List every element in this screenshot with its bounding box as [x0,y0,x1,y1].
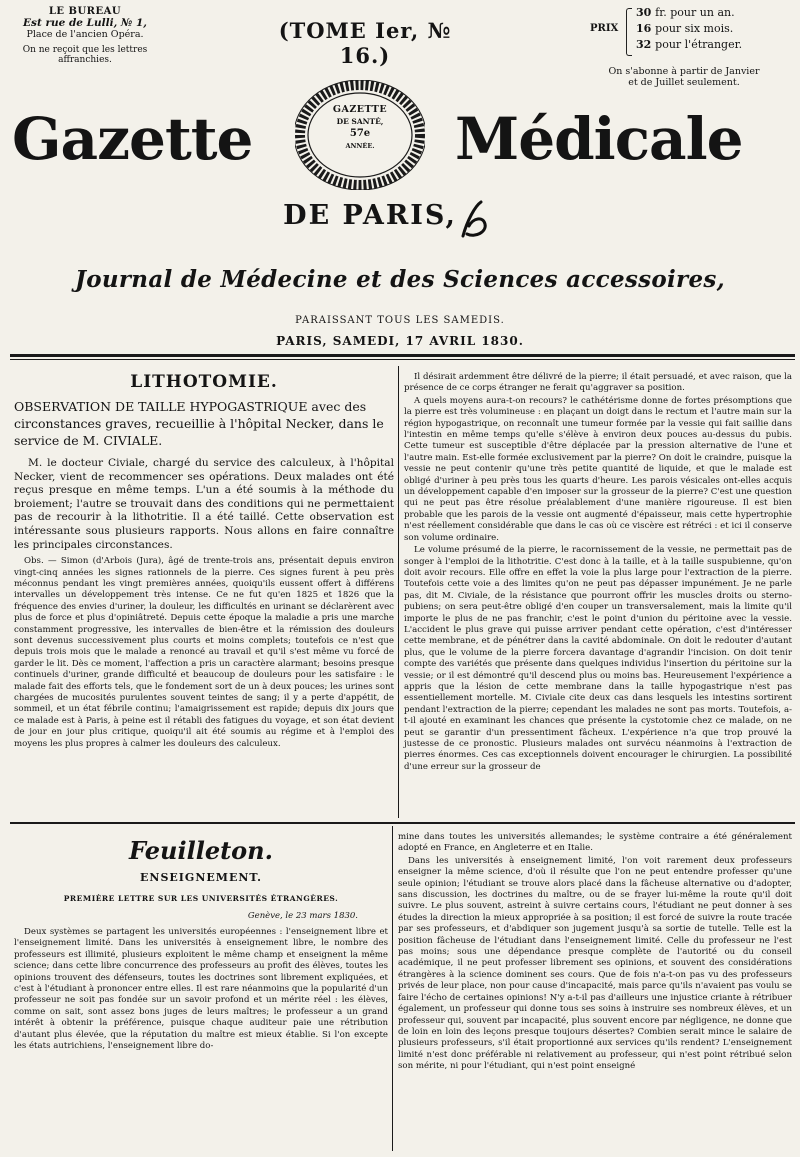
prix-label: PRIX [590,23,619,34]
letter-dateline: Genève, le 23 mars 1830. [247,911,358,921]
date-line: PARIS, SAMEDI, 17 AVRIL 1830. [276,334,524,348]
feuilleton-rule [10,822,795,824]
bureau-block [10,6,160,65]
feuilleton-paragraph: Deux systèmes se partagent les universités européennes : l'enseignement libre et l'enseignement limité. Dans les universités à enseignement libre, le nombre des professeurs est illimité, plusieurs exploitent le même champ et enseignent la même science; dans cette libre concurrence des professeurs au profit des élèves, toutes les opinions trouvent des défenseurs, toutes les doctrines sont librement expliquées, et c'est à l'étudiant à prononcer entre elles. Il est rare néanmoins que la popularité d'un professeur ne soit pas fondée sur un savoir profond et un mérite réel : les élèves, comme on sait, sont assez bons juges de leurs maîtres; le professeur a un grand intérêt à obtenir la préférence, puisque chaque auditeur paie une rétribution d'autant plus élevée, que la réputation du maître est mieux établie. Si l'on excepte les états autrichiens, l'enseignement libre do- [14,927,388,1052]
feuilleton-paragraph: mine dans toutes les universités allemandes; le système contraire a été généralement adopté en France, en Angleterre et en Italie. [398,832,792,854]
bureau-note-2: affranchies. [58,55,112,65]
bureau-note-1: On ne reçoit que les lettres [22,45,148,55]
prix-row: 32 pour l'étranger. [636,38,743,51]
article-right-column [404,372,792,774]
article-paragraph: A quels moyens aura-t-on recours? le cathétérisme donne de fortes présomptions que la pierre est très volumineuse : en plaçant un doigt dans le rectum et l'autre main sur la région hypogastrique, on reconnaît une tumeur formée par la vessie qui fait saillie dans l'intestin en même temps qu'elle s'élève à environ deux pouces au-dessus du pubis. Cette tumeur est susceptible d'être déplacée par la pression alternative de l'une et l'autre main. Est-elle formée exclusivement par la pierre? On doit le craindre, puisque la vessie ne peut contenir qu'une très petite quantité de liquide, et que le malade est obligé d'uriner à peu près tous les quarts d'heure. Les parois vésicales ont-elles acquis un développement capable d'en imposer sur la grosseur de la pierre? C'est une question qui ne peut pas être résolue préalablement d'une manière rigoureuse. Il est bien probable que les parois de la vessie ont augmenté d'épaisseur, mais cette hypertrophie n'est réellement considérable que dans le cas où ce viscère est rétréci : et ici il conserve son volume ordinaire. [404,395,792,543]
subscription-line-1: On s'abonne à partir de Janvier [608,66,760,77]
article-observation: Obs. — Simon (d'Arbois (Jura), âgé de trente-trois ans, présentait depuis environ vingt-cinq années les signes rationnels de la pierre. Ces signes furent à peu près méconnus pendant les vingt premières années, quoiqu'ils eussent offert à différens intervalles un développement très intense. Ce ne fut qu'en 1825 et 1826 que la fréquence des envies d'uriner, la douleur, les difficultés en urinant se déclarèrent avec plus de force et plus d'opiniâtreté. Depuis cette époque la maladie a pris une marche constamment progressive, les intervalles de bien-être et la rémission des douleurs sont devenus successivement plus courts et moins complets; toutefois ce n'est que depuis trois mois que le malade a renoncé au travail et qu'il s'est même vu forcé de garder le lit. Dès ce moment, l'affection a pris un caractère alarmant; besoins presque continuels d'uriner, grande difficulté et beaucoup de douleurs pour les satisfaire : le malade fait des efforts tels, que le fondement sort de un à deux pouces; les urines sont chargées de mucosités purulentes souvent teintes de sang; il y a perte d'appétit, de sommeil, et un état fébrile continu; l'amaigrissement est rapide; depuis dix jours que ce malade est à Paris, à peine est il rétabli des fatigues du voyage, et son état devient de jour en jour plus critique, quoiqu'il ait été soumis au régime et à l'emploi des moyens les plus propres à calmer les douleurs des calculeux. [14,556,394,749]
feuilleton-paragraph: Dans les universités à enseignement limité, l'on voit rarement deux professeurs enseigner la même science, d'où il résulte que l'on ne peut entendre professer qu'une seule opinion; l'étudiant se trouve alors placé dans la fâcheuse alternative ou d'adopter, sans discussion, les doctrines du maître, ou de se frayer lui-même la route qu'il doit suivre. Le plus souvent, astreint à suivre certains cours, l'étudiant ne peut donner à ses études la direction la mieux appropriée à sa position; il est forcé de suivre la route tracée par ses professeurs, et d'abdiquer son jugement jusqu'à sa sortie de tutelle. Telle est la position fâcheuse de l'étudiant dans l'enseignement limité. Celle du professeur ne l'est pas moins; sous une dépendance presque complète de l'autorité ou du conseil académique, il ne peut professer librement ses opinions, et souvent des considérations étrangères à la science dominent ses cours. Que de fois n'a-t-on pas vu des professeurs privés de leur place, non pour cause d'incapacité, mais parce qu'ils n'avaient pas voulu se faire l'écho de certaines opinions! N'y a-t-il pas d'ailleurs une injustice criante à rétribuer également, un professeur qui donne tous ses soins à instruire ses nombreux élèves, et un professeur qui, souvent par incapacité, plus souvent encore par négligence, ne donne que de loin en loin des leçons presque toujours désertes? Combien serait mince le salaire de plusieurs professeurs, s'il était proportionné aux services qu'ils rendent? L'enseignement limité n'est donc préférable ni relativement au professeur, qui n'est point rétribué selon son mérite, ni pour l'étudiant, qui n'est point enseigné [398,855,792,1072]
feuilleton-section: ENSEIGNEMENT. [140,871,262,884]
article-left-column [14,372,394,751]
prix-row: 30 fr. pour un an. [636,6,735,19]
feuilleton-right-column [398,832,792,1074]
prix-row: 16 pour six mois. [636,22,734,35]
masthead-de-paris: DE PARIS, [283,200,457,231]
bureau-title: LE BUREAU [48,6,122,17]
bureau-address: Est rue de Lulli, № 1, [23,17,147,29]
masthead-title-right: Médicale [455,105,743,173]
tome-number: (TOME Ier, № 16.) [278,18,452,68]
article-paragraph: Le volume présumé de la pierre, le racornissement de la vessie, ne permettait pas de songer à l'emploi de la lithotritie. C'est donc à la taille, et à la taille suspubienne, qu'on doit avoir recours. Elle offre en effet la voie la plus large pour l'extraction de la pierre. Toutefois cette voie a des limites qu'on ne peut pas dépasser impunément. Je ne parle pas, dit M. Civiale, de la résistance que pourront offrir les muscles droits ou sterno-pubiens; on sera peut-être obligé d'en couper un transversalement, mais la limite qu'il importe le plus de ne pas franchir, c'est le point d'union du péritoine avec la vessie. L'accident le plus grave qui puisse arriver pendant cette opération, c'est d'intéresser cette membrane, et de pénétrer dans la cavité abdominale. On doit le redouter d'autant plus, que le volume de la pierre forcera davantage d'agrandir l'incision. On doit tenir compte des variétés que présente dans quelques individus l'insertion du péritoine sur la vessie; or il est démontré qu'il descend plus ou moins bas. Heureusement l'expérience a appris que la lésion de cette membrane dans la taille hypogastrique n'est pas essentiellement mortelle. M. Civiale cite deux cas dans lesquels les intestins sortirent pendant l'extraction de la pierre; cependant les malades ne sont pas morts. Toutefois, a-t-il ajouté en examinant les chances que présente la cystotomie chez ce malade, on ne peut se garantir d'un pressentiment fâcheux. L'expérience n'a que trop prouvé la justesse de ce pronostic. Plusieurs malades ont survécu néanmoins à l'extraction de pierres énormes. Ces cas exceptionnels doivent encourager le chirurgien. La possibilité d'une erreur sur la grosseur de [404,545,792,772]
bureau-place: Place de l'ancien Opéra. [26,29,144,40]
letter-title: PREMIÈRE LETTRE SUR LES UNIVERSITÉS ÉTRANGÈRES. [63,894,339,903]
article-intro: M. le docteur Civiale, chargé du service des calculeux, à l'hôpital Necker, vient de recommencer ses opérations. Deux malades ont été reçus presque en même temps. L'un a été soumis à la méthode du broiement; l'autre se trouvait dans des conditions qui ne permettaient pas de recourir à la lithotritie. Il a été taillé. Cette observation est intéressante sous plusieurs rapports. Nous allons en faire connaître les principales circonstances. [14,457,394,551]
masthead-title-left: Gazette [12,105,253,173]
subscription-note [575,66,793,88]
article-subheading: OBSERVATION DE TAILLE HYPOGASTRIQUE avec des circonstances graves, recueillie à l'hôpital Necker, dans le service de M. CIVIALE. [14,399,384,448]
article-paragraph: Il désirait ardemment être délivré de la pierre; il était persuadé, et avec raison, que la présence de ce corps étranger ne ferait qu'aggraver sa position. [404,372,792,394]
masthead-subtitle: Journal de Médecine et des Sciences accessoires, [75,266,725,293]
subscription-line-2: et de Juillet seulement. [628,77,740,88]
feuilleton-title: Feuilleton. [129,836,273,865]
header-rule [10,354,795,357]
frequency-line: PARAISSANT TOUS LES SAMEDIS. [295,315,505,326]
prix-bracket [626,8,632,56]
seal-text: GAZETTE DE SANTÉ, 57e ANNÉE. [332,104,388,150]
article-heading: LITHOTOMIE. [130,372,278,392]
feuilleton-left-column [14,836,388,1053]
column-divider [398,366,399,818]
header-rule-thin [10,359,795,360]
handwritten-mark [455,196,495,246]
feuilleton-divider [392,826,393,1151]
